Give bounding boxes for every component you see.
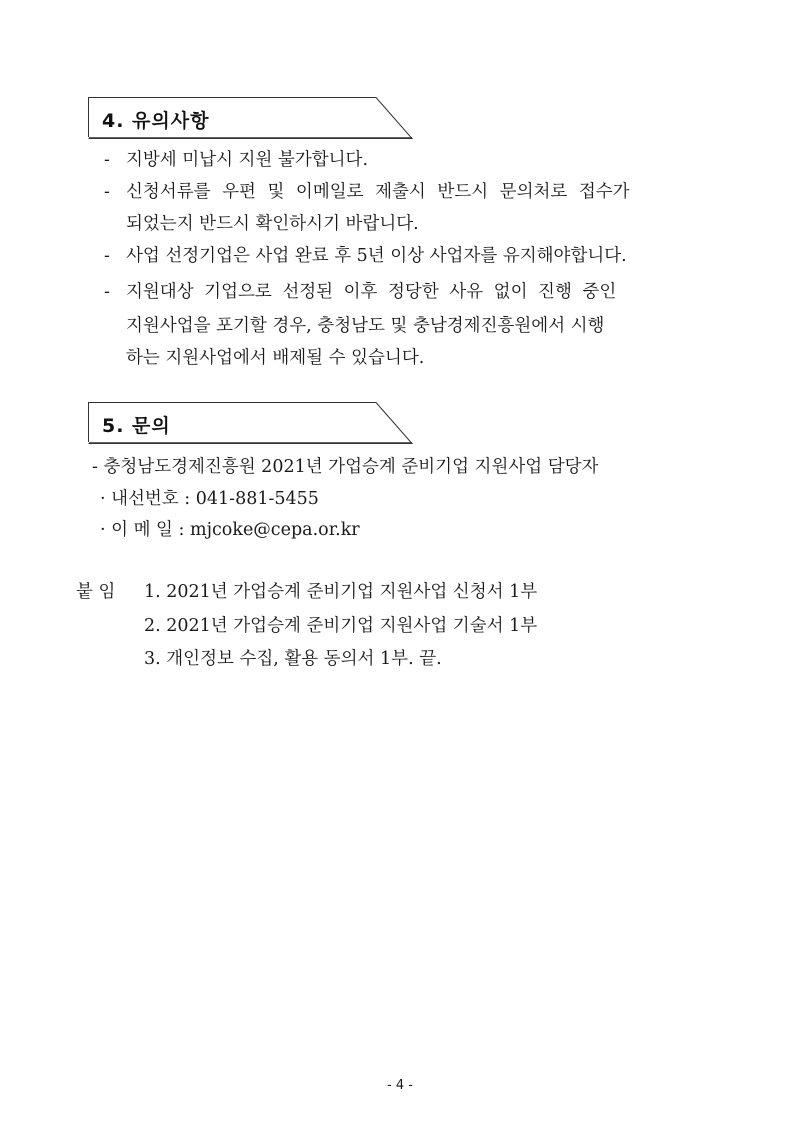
section-4-header — [88, 97, 414, 139]
list-marker: - — [104, 150, 110, 170]
attachment-label: 붙 임 — [76, 582, 116, 602]
contact-department: - 충청남도경제진흥원 2021년 가업승계 준비기업 지원사업 담당자 — [92, 457, 599, 477]
notice-item-4-line-3: 하는 지원사업에서 배제될 수 있습니다. — [126, 348, 425, 368]
attachment-item-3: 3. 개인정보 수집, 활용 동의서 1부. 끝. — [144, 649, 442, 669]
attachment-item-1: 1. 2021년 가업승계 준비기업 지원사업 신청서 1부 — [144, 582, 538, 602]
contact-email: · 이 메 일 : mjcoke@cepa.or.kr — [100, 520, 360, 540]
attachment-item-2: 2. 2021년 가업승계 준비기업 지원사업 기술서 1부 — [144, 616, 538, 636]
list-marker: - — [104, 182, 110, 202]
page-number: - 4 - — [387, 1078, 413, 1093]
list-marker: - — [104, 282, 110, 302]
notice-item-2-line-1: 신청서류를 우편 및 이메일로 제출시 반드시 문의처로 접수가 — [126, 182, 630, 202]
notice-item-1: 지방세 미납시 지원 불가합니다. — [126, 150, 369, 170]
section-5-header — [88, 402, 414, 444]
section-5-title: 5. 문의 — [102, 415, 171, 437]
notice-item-3: 사업 선정기업은 사업 완료 후 5년 이상 사업자를 유지해야합니다. — [126, 246, 627, 266]
contact-phone: · 내선번호 : 041-881-5455 — [100, 489, 319, 509]
list-marker: - — [104, 246, 110, 266]
section-4-title: 4. 유의사항 — [102, 110, 210, 132]
notice-item-2-line-2: 되었는지 반드시 확인하시기 바랍니다. — [126, 214, 419, 234]
notice-item-4-line-2: 지원사업을 포기할 경우, 충청남도 및 충남경제진흥원에서 시행 — [126, 316, 605, 336]
notice-item-4-line-1: 지원대상 기업으로 선정된 이후 정당한 사유 없이 진행 중인 — [126, 282, 617, 302]
